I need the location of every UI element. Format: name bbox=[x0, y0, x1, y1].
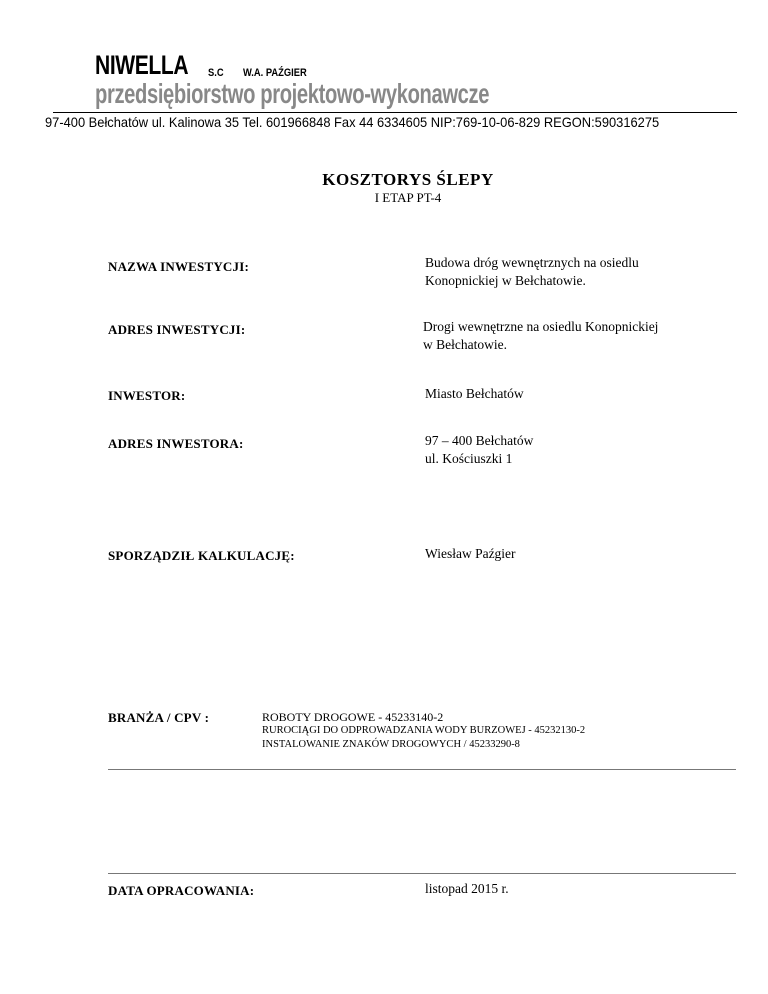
prepared-by-value bbox=[425, 545, 516, 563]
investor-address-line-2: ul. Kościuszki 1 bbox=[425, 451, 513, 466]
investment-name-value bbox=[425, 254, 639, 290]
investor-address-value bbox=[425, 432, 533, 468]
investor-value bbox=[425, 385, 524, 403]
cpv-item: ROBOTY DROGOWE - 45233140-2 bbox=[262, 710, 444, 724]
document-subtitle: I ETAP PT-4 bbox=[374, 190, 442, 205]
cpv-item: RUROCIĄGI DO ODPROWADZANIA WODY BURZOWEJ - 45232130-2 bbox=[262, 725, 586, 736]
investor-address-label: ADRES INWESTORA: bbox=[108, 436, 244, 451]
investment-address-label: ADRES INWESTYCJI: bbox=[108, 322, 246, 337]
investor-label: INWESTOR: bbox=[108, 388, 186, 403]
prepared-by-line-1: Wiesław Paźgier bbox=[425, 546, 516, 561]
company-owner: W.A. PAŹGIER bbox=[243, 67, 307, 79]
investor-address-line-1: 97 – 400 Bełchatów bbox=[425, 433, 534, 448]
date-label: DATA OPRACOWANIA: bbox=[108, 883, 255, 898]
document-title: KOSZTORYS ŚLEPY bbox=[322, 170, 494, 189]
cpv-item: INSTALOWANIE ZNAKÓW DROGOWYCH / 45233290-8 bbox=[262, 739, 520, 750]
branza-cpv-label: BRANŻA / CPV : bbox=[108, 710, 210, 725]
investment-name-line-2: Konopnickiej w Bełchatowie. bbox=[425, 273, 586, 288]
company-address: 97-400 Bełchatów ul. Kalinowa 35 Tel. 601966848 Fax 44 6334605 NIP:769-10-06-829 REGON:590316275 bbox=[45, 114, 660, 130]
investment-address-line-1: Drogi wewnętrzne na osiedlu Konopnickiej bbox=[423, 319, 659, 334]
cpv-list bbox=[262, 710, 585, 752]
investment-name-line-1: Budowa dróg wewnętrznych na osiedlu bbox=[425, 255, 639, 270]
date-value: listopad 2015 r. bbox=[425, 881, 509, 896]
company-tagline: przedsiębiorstwo projektowo-wykonawcze bbox=[95, 78, 490, 109]
investment-address-line-2: w Bełchatowie. bbox=[423, 337, 507, 352]
company-logo-name: NIWELLA bbox=[95, 50, 189, 80]
investment-name-label: NAZWA INWESTYCJI: bbox=[108, 259, 250, 274]
company-type: S.C bbox=[208, 67, 224, 79]
letterhead-divider bbox=[53, 112, 737, 113]
prepared-by-label: SPORZĄDZIŁ KALKULACJĘ: bbox=[108, 548, 295, 563]
investment-address-value bbox=[423, 318, 658, 354]
section-divider bbox=[108, 769, 736, 770]
investor-line-1: Miasto Bełchatów bbox=[425, 386, 524, 401]
section-divider bbox=[108, 873, 736, 874]
